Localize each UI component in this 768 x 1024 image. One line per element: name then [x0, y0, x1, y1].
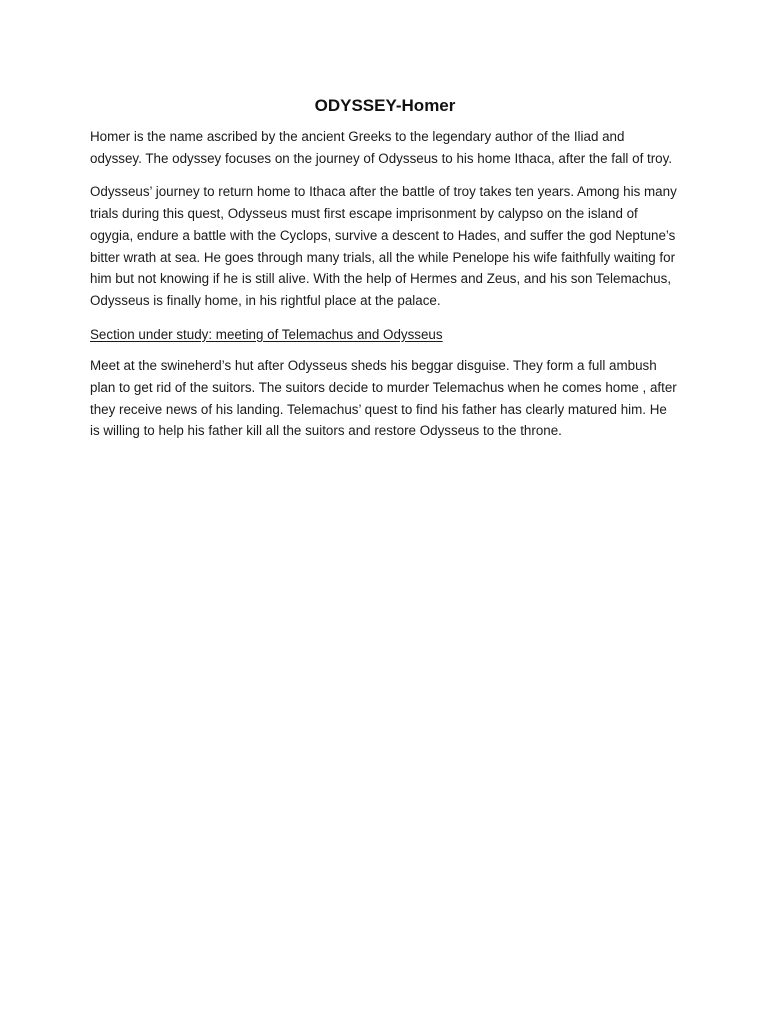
section-paragraph: Meet at the swineherd’s hut after Odysseus sheds his beggar disguise. They form a full ambush plan to get rid of the suitors. The suitors decide to murder Telemachus when he comes home , after they receive news of his landing. Telemachus’ quest to find his father has clearly matured him. He is willing to help his father kill all the suitors and restore Odysseus to the throne.: [90, 358, 677, 439]
intro-paragraph: Homer is the name ascribed by the ancient Greeks to the legendary author of the Iliad and odyssey. The odyssey focuses on the journey of Odysseus to his home Ithaca, after the fall of troy.: [90, 129, 673, 166]
document-body: [90, 93, 680, 454]
section-heading: Section under study: meeting of Telemachus and Odysseus: [90, 326, 443, 342]
journey-paragraph: Odysseus’ journey to return home to Ithaca after the battle of troy takes ten years. Among his many trials during this quest, Odysseus must first escape imprisonment by calypso on the island of ogygia, endure a battle with the Cyclops, survive a descent to Hades, and suffer the god Neptune’s bitter wrath at sea. He goes through many trials, all the while Penelope his wife faithfully waiting for him but not knowing if he is still alive. With the help of Hermes and Zeus, and his son Telemachus, Odysseus is finally home, in his rightful place at the palace.: [90, 184, 677, 308]
document-title: ODYSSEY-Homer: [314, 96, 456, 115]
